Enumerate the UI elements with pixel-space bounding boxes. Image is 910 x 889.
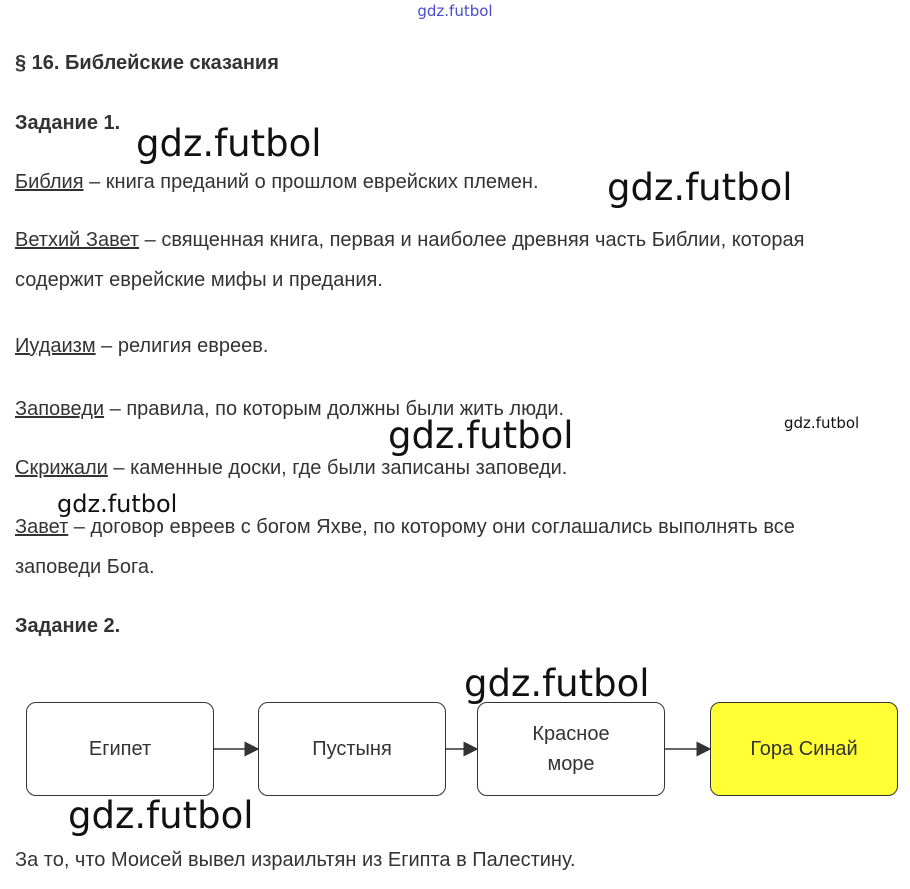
watermark: gdz.futbol (784, 414, 860, 432)
flow-box-mount-sinai (710, 702, 898, 796)
page-title: § 16. Библейские сказания (15, 52, 279, 74)
watermark: gdz.futbol (464, 662, 650, 705)
term-commandments: Заповеди (15, 398, 105, 420)
flow-box-red-sea (477, 702, 665, 796)
term-judaism: Иудаизм (15, 335, 96, 357)
definition-text: – священная книга, первая и наиболее древняя часть Библии, которая содержит еврейские мифы и предания. (15, 229, 805, 291)
term-bible: Библия (15, 171, 84, 193)
flow-label: Пустыня (312, 738, 392, 760)
definition-text: – договор евреев с богом Яхве, по которому они соглашались выполнять все заповеди Бога. (15, 516, 795, 578)
flow-label: Египет (88, 738, 152, 760)
flow-box-desert (258, 702, 446, 796)
term-old-testament: Ветхий Завет (15, 229, 140, 251)
definition-text: – религия евреев. (95, 335, 269, 357)
task1-heading: Задание 1. (15, 112, 121, 134)
task2-answer: За то, что Моисей вывел израильтян из Египта в Палестину. (15, 849, 576, 871)
term-tablets: Скрижали (15, 457, 108, 479)
watermark: gdz.futbol (68, 794, 254, 837)
site-link[interactable]: gdz.futbol (417, 2, 493, 20)
definition-text: – книга преданий о прошлом еврейских племен. (83, 171, 539, 193)
watermark: gdz.futbol (136, 122, 322, 165)
watermark: gdz.futbol (57, 490, 178, 518)
watermark: gdz.futbol (607, 166, 793, 209)
term-covenant: Завет (15, 516, 69, 538)
task2-heading: Задание 2. (15, 615, 121, 637)
flow-label: Гора Синай (750, 738, 858, 760)
watermark: gdz.futbol (388, 414, 574, 457)
definition-text: – каменные доски, где были записаны заповеди. (107, 457, 568, 479)
flow-box-egypt (26, 702, 214, 796)
flow-label: Красное море (532, 723, 610, 775)
definition-text: – правила, по которым должны были жить люди. (104, 398, 565, 420)
